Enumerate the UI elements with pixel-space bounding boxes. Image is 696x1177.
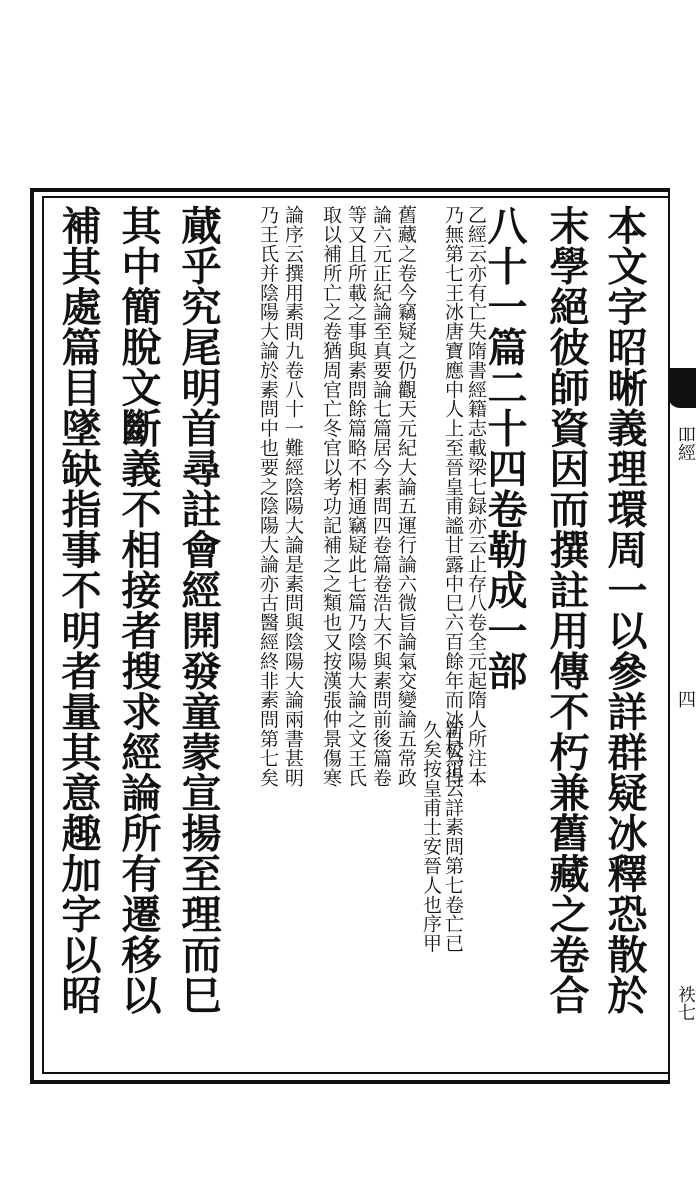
text-column-2: 末學絕彼師資因而撰註用傳不朽兼舊藏之卷合 <box>543 205 590 1015</box>
note-column-8: 等又且所載之事與素問餘篇略不相通竊疑此七篇乃陰陽大論之文王氏 <box>345 205 367 787</box>
text-column-1: 本文字昭晰義理環周一以參詳群疑冰釋恐散於 <box>601 205 648 1015</box>
frame-inner-left-line <box>42 196 44 1074</box>
frame-bottom-line <box>30 1080 670 1084</box>
note-column-3b: 久矣按皇甫士安晉人也序甲 <box>420 720 442 953</box>
note-column-3a: 新校正云詳素問第七卷亡已 <box>442 720 464 953</box>
fold-page-mark: 袟七 <box>675 985 696 1021</box>
note-column-11: 乃王氏并陰陽大論於素問中也要之陰陽大論亦古醫經終非素問第七矣 <box>257 205 279 787</box>
note-column-4: 乙經云亦有亡失隋書經籍志載梁七録亦云止存八卷全元起隋人所注本 <box>465 205 487 787</box>
text-column-12: 蕆乎究尾明首尋註會經開發童蒙宣揚至理而巳 <box>175 205 222 1015</box>
fold-title: 吅經 <box>675 425 696 461</box>
frame-left-line <box>30 188 34 1084</box>
note-column-9: 取以補所亡之卷猶周官亡冬官以考功記補之之類也又按漢張仲景傷寒 <box>320 205 342 787</box>
text-column-13: 其中簡脫文斷義不相接者搜求經論所有遷移以 <box>115 205 162 1015</box>
fold-volume-mark: 四 <box>675 690 696 708</box>
frame-inner-top-line <box>42 196 670 198</box>
text-column-14: 補其處篇目墜缺指事不明者量其意趣加字以昭 <box>55 205 102 1015</box>
note-column-7: 論六元正紀論至真要論七篇居今素問四卷篇卷浩大不與素問前後篇卷 <box>370 205 392 787</box>
note-column-10: 論序云撰用素問九卷八十一難經陰陽大論是素問與陰陽大論兩書甚明 <box>282 205 304 787</box>
note-column-5: 乃無第七王冰唐寶應中人上至晉皇甫謐甘露中巳六百餘年而冰自為得 <box>442 205 464 787</box>
frame-top-line <box>32 188 670 192</box>
fishtail-mark-icon <box>668 368 696 408</box>
text-column-3: 八十一篇二十四卷勒成一部 <box>481 205 528 691</box>
fold-center-line <box>668 188 670 1084</box>
note-column-6: 舊藏之卷今竊疑之仍觀天元紀大論五運行論六微旨論氣交變論五常政 <box>395 205 417 787</box>
frame-inner-bottom-line <box>42 1072 670 1074</box>
